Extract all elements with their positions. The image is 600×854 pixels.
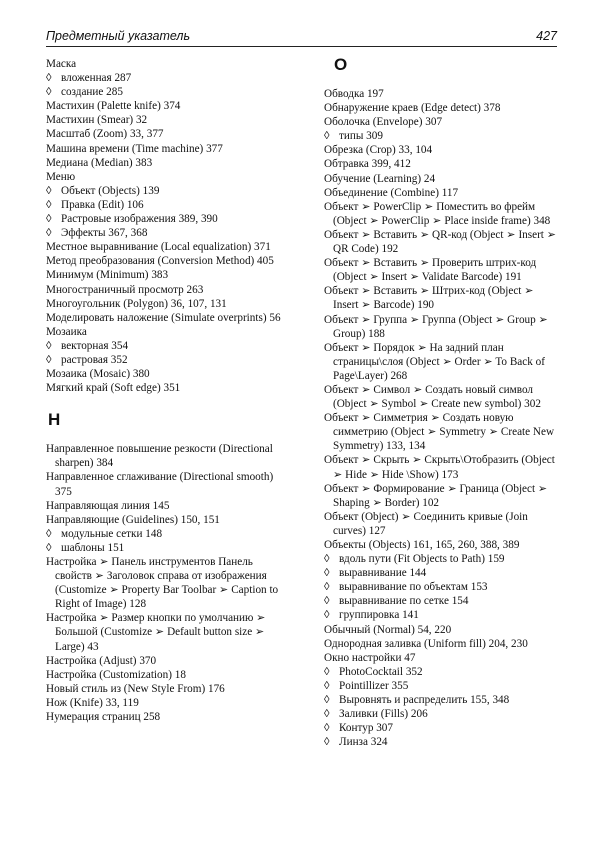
index-entry-text: Окно настройки 47 — [324, 651, 416, 664]
index-entry-text: Минимум (Minimum) 383 — [46, 269, 169, 282]
index-subentry — [46, 212, 281, 226]
index-entry-text: Направленное повышение резкости (Directional sharpen) 384 — [46, 443, 273, 470]
index-entry-text: Машина времени (Time machine) 377 — [46, 142, 223, 155]
index-entry — [324, 341, 560, 383]
index-entry — [46, 297, 281, 311]
index-entry — [324, 186, 560, 200]
index-entry-text: Настройка (Customization) 18 — [46, 668, 186, 681]
diamond-bullet-icon: ◊ — [324, 708, 330, 721]
index-entry-text: Объект ➢ Группа ➢ Группа (Object ➢ Group ➢ Group) 188 — [324, 313, 548, 340]
index-subentry — [46, 184, 281, 198]
index-entry-text: векторная 354 — [61, 339, 129, 352]
index-entry — [46, 654, 281, 668]
index-entry-text: Заливки (Fills) 206 — [339, 708, 428, 721]
index-entry — [46, 367, 281, 381]
index-entry — [46, 381, 281, 395]
index-subentry — [324, 608, 560, 622]
index-entry-text: Мозаика — [46, 325, 87, 338]
index-entry — [46, 499, 281, 513]
index-entry — [46, 611, 281, 653]
index-subentry — [324, 580, 560, 594]
index-entry-text: Объект ➢ Симметрия ➢ Создать новую симметрию (Object ➢ Symmetry ➢ Create New Symmetry) 133, 134 — [324, 412, 555, 453]
page-number: 427 — [536, 29, 557, 43]
index-entry-text: Объект ➢ Символ ➢ Создать новый символ (Object ➢ Symbol ➢ Create new symbol) 302 — [324, 383, 541, 411]
index-entry-text: Маска — [46, 58, 77, 70]
diamond-bullet-icon: ◊ — [324, 581, 330, 594]
index-entry-text: Объект ➢ Вставить ➢ Штрих-код (Object ➢ Insert ➢ Barcode) 190 — [324, 285, 534, 312]
diamond-bullet-icon: ◊ — [324, 130, 330, 143]
index-entry-text: Метод преобразования (Conversion Method) 405 — [46, 255, 274, 268]
index-subentry — [324, 594, 560, 608]
index-entry — [46, 57, 281, 71]
diamond-bullet-icon: ◊ — [46, 198, 52, 211]
index-subentry — [324, 679, 560, 693]
index-entry — [46, 170, 281, 184]
index-entry-text: выравнивание по объектам 153 — [339, 581, 488, 594]
index-entry — [324, 637, 560, 651]
index-entry — [46, 156, 281, 170]
index-entry — [46, 682, 281, 696]
diamond-bullet-icon: ◊ — [324, 736, 330, 749]
diamond-bullet-icon: ◊ — [46, 72, 52, 85]
index-entry-text: шаблоны 151 — [61, 541, 125, 554]
index-subentry — [324, 552, 560, 566]
running-title: Предметный указатель — [46, 29, 191, 43]
index-subentry — [46, 71, 281, 85]
index-entry-text: Объект ➢ Формирование ➢ Граница (Object ➢ Shaping ➢ Border) 102 — [324, 482, 548, 509]
diamond-bullet-icon: ◊ — [324, 567, 330, 580]
diamond-bullet-icon: ◊ — [324, 553, 330, 566]
index-entry — [324, 200, 560, 228]
index-subentry — [46, 527, 281, 541]
index-subentry — [324, 566, 560, 580]
index-section-n — [46, 442, 281, 724]
index-section-m — [46, 57, 281, 395]
index-entry-text: Объект (Object) ➢ Соединить кривые (Join curves) 127 — [324, 510, 528, 537]
index-entry — [324, 313, 560, 341]
index-entry-text: Настройка ➢ Панель инструментов Панель свойств ➢ Заголовок справа от изображения (Customize ➢ Property Bar Toolbar ➢ Caption to Right of Image) 128 — [46, 556, 279, 611]
index-entry — [324, 623, 560, 637]
index-entry-text: модульные сетки 148 — [61, 527, 163, 540]
index-column-left — [46, 57, 281, 724]
index-entry-text: Меню — [46, 170, 76, 183]
index-entry — [324, 510, 560, 538]
index-entry — [324, 157, 560, 171]
index-column-right — [324, 57, 560, 749]
index-entry — [46, 442, 281, 470]
diamond-bullet-icon: ◊ — [324, 694, 330, 707]
index-entry — [46, 710, 281, 724]
diamond-bullet-icon: ◊ — [324, 665, 330, 678]
index-subentry — [46, 226, 281, 240]
index-entry — [324, 101, 560, 115]
index-entry-text: выравнивание 144 — [339, 567, 427, 580]
index-entry-text: Pointillizer 355 — [339, 679, 409, 692]
index-entry — [46, 254, 281, 268]
index-entry — [324, 383, 560, 411]
index-entry — [324, 256, 560, 284]
index-entry-text: Мозаика (Mosaic) 380 — [46, 368, 150, 381]
index-entry-text: растровая 352 — [61, 353, 128, 366]
index-entry-text: Мастихин (Palette knife) 374 — [46, 100, 181, 113]
index-entry-text: Мягкий край (Soft edge) 351 — [46, 382, 181, 395]
index-entry-text: Масштаб (Zoom) 33, 377 — [46, 128, 164, 141]
index-entry-text: Объект ➢ Вставить ➢ Проверить штрих-код (Object ➢ Insert ➢ Validate Barcode) 191 — [324, 257, 537, 284]
index-subentry — [46, 198, 281, 212]
index-entry-text: Обнаружение краев (Edge detect) 378 — [324, 102, 501, 115]
diamond-bullet-icon: ◊ — [324, 609, 330, 622]
page-header — [46, 28, 557, 47]
index-section-o — [324, 87, 560, 749]
index-entry-text: Направляющая линия 145 — [46, 499, 170, 512]
index-entry-text: Обтравка 399, 412 — [324, 158, 411, 171]
index-entry-text: Нож (Knife) 33, 119 — [46, 696, 139, 709]
index-entry-text: Многоугольник (Polygon) 36, 107, 131 — [46, 297, 227, 310]
index-entry — [324, 87, 560, 101]
index-entry — [324, 228, 560, 256]
index-entry-text: Обучение (Learning) 24 — [324, 172, 436, 185]
index-entry — [324, 284, 560, 312]
index-entry — [46, 268, 281, 282]
index-entry-text: Объект ➢ Скрыть ➢ Скрыть\Отобразить (Object ➢ Hide ➢ Hide \Show) 173 — [324, 454, 555, 481]
index-entry-text: группировка 141 — [339, 609, 419, 622]
index-entry — [46, 325, 281, 339]
index-entry — [46, 668, 281, 682]
index-subentry — [324, 707, 560, 721]
index-entry-text: Медиана (Median) 383 — [46, 156, 153, 169]
diamond-bullet-icon: ◊ — [46, 227, 52, 240]
index-entry — [324, 115, 560, 129]
index-entry — [324, 538, 560, 552]
index-subentry — [324, 665, 560, 679]
index-entry-text: Моделировать наложение (Simulate overprints) 56 — [46, 311, 281, 324]
section-letter-n: Н — [48, 410, 61, 430]
index-entry — [46, 142, 281, 156]
index-subentry — [46, 353, 281, 367]
index-entry-text: Правка (Edit) 106 — [61, 198, 144, 211]
section-letter-o: О — [334, 55, 348, 74]
index-entry-text: Настройка (Adjust) 370 — [46, 654, 157, 667]
index-subentry — [324, 129, 560, 143]
index-subentry — [46, 339, 281, 353]
index-entry-text: Обрезка (Crop) 33, 104 — [324, 144, 433, 157]
index-entry-text: Объект ➢ Вставить ➢ QR-код (Object ➢ Insert ➢ QR Code) 192 — [324, 228, 557, 256]
index-entry-text: Оболочка (Envelope) 307 — [324, 116, 443, 129]
index-entry — [324, 143, 560, 157]
index-entry-text: Местное выравнивание (Local equalization) 371 — [46, 241, 271, 254]
index-entry-text: Мастихин (Smear) 32 — [46, 114, 148, 127]
diamond-bullet-icon: ◊ — [46, 184, 52, 197]
index-entry-text: вдоль пути (Fit Objects to Path) 159 — [339, 553, 505, 566]
diamond-bullet-icon: ◊ — [324, 679, 330, 692]
index-entry — [324, 411, 560, 453]
index-entry-text: Эффекты 367, 368 — [61, 227, 148, 240]
index-entry-text: Направляющие (Guidelines) 150, 151 — [46, 513, 220, 526]
index-entry — [46, 127, 281, 141]
index-entry-text: вложенная 287 — [61, 72, 132, 85]
index-entry-text: Контур 307 — [339, 722, 393, 735]
index-entry-text: Объединение (Combine) 117 — [324, 186, 459, 199]
diamond-bullet-icon: ◊ — [324, 595, 330, 608]
index-entry-text: Объекты (Objects) 161, 165, 260, 388, 389 — [324, 539, 520, 551]
diamond-bullet-icon: ◊ — [324, 722, 330, 735]
index-entry-text: выравнивание по сетке 154 — [339, 595, 469, 608]
index-entry-text: создание 285 — [61, 86, 123, 99]
index-entry-text: Объект (Objects) 139 — [61, 184, 160, 197]
index-entry-text: Объект ➢ PowerClip ➢ Поместить во фрейм (Object ➢ PowerClip ➢ Place inside frame) 348 — [324, 200, 551, 227]
index-subentry — [324, 721, 560, 735]
index-entry — [46, 283, 281, 297]
diamond-bullet-icon: ◊ — [46, 527, 52, 540]
index-entry — [46, 113, 281, 127]
index-entry — [324, 651, 560, 665]
index-entry — [324, 482, 560, 510]
diamond-bullet-icon: ◊ — [46, 339, 52, 352]
index-entry-text: PhotoCocktail 352 — [339, 665, 423, 678]
index-entry-text: Новый стиль из (New Style From) 176 — [46, 682, 225, 695]
index-entry-text: Растровые изображения 389, 390 — [61, 213, 218, 226]
index-entry-text: Настройка ➢ Размер кнопки по умолчанию ➢ Большой (Customize ➢ Default button size ➢ Large) 43 — [46, 612, 266, 653]
index-subentry — [46, 85, 281, 99]
diamond-bullet-icon: ◊ — [46, 213, 52, 226]
index-entry-text: Выровнять и распределить 155, 348 — [339, 694, 510, 707]
index-entry-text: типы 309 — [339, 130, 383, 143]
index-subentry — [324, 735, 560, 749]
diamond-bullet-icon: ◊ — [46, 86, 52, 99]
index-entry — [324, 453, 560, 481]
index-subentry — [46, 541, 281, 555]
index-entry-text: Многостраничный просмотр 263 — [46, 283, 204, 296]
index-entry — [46, 99, 281, 113]
index-entry-text: Направленное сглаживание (Directional smooth) 375 — [46, 471, 274, 498]
diamond-bullet-icon: ◊ — [46, 541, 52, 554]
index-entry-text: Линза 324 — [339, 736, 388, 749]
index-entry — [46, 311, 281, 325]
index-subentry — [324, 693, 560, 707]
index-entry — [46, 555, 281, 611]
index-entry-text: Обычный (Normal) 54, 220 — [324, 623, 452, 636]
index-entry — [46, 240, 281, 254]
index-entry — [46, 513, 281, 527]
index-entry-text: Нумерация страниц 258 — [46, 711, 161, 724]
index-entry — [46, 696, 281, 710]
index-entry-text: Однородная заливка (Uniform fill) 204, 230 — [324, 637, 528, 650]
index-entry — [324, 172, 560, 186]
index-entry — [46, 470, 281, 498]
index-entry-text: Обводка 197 — [324, 88, 384, 100]
diamond-bullet-icon: ◊ — [46, 353, 52, 366]
index-entry-text: Объект ➢ Порядок ➢ На задний план страницы\слоя (Object ➢ Order ➢ To Back of Page\Layer) 268 — [324, 341, 545, 382]
